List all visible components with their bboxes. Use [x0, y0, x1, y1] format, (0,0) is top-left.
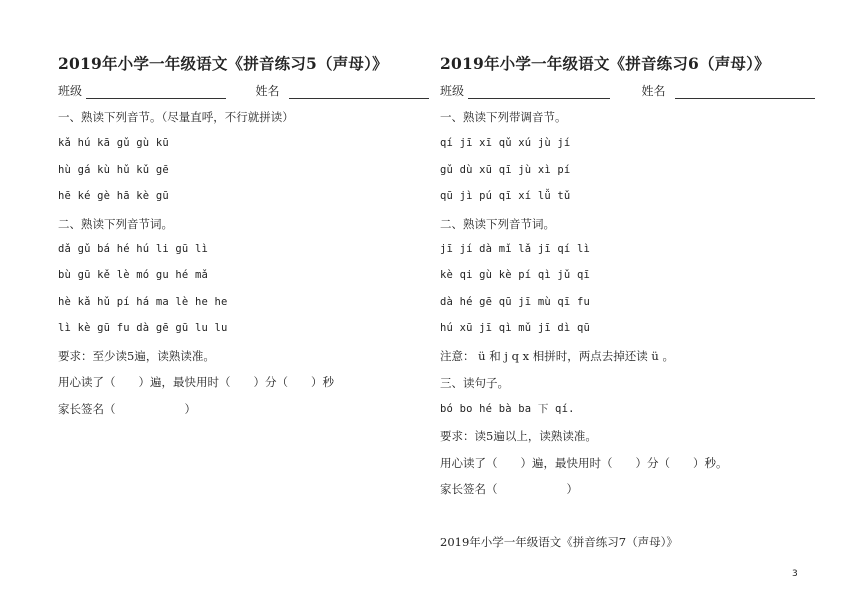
- name-label: 姓名: [641, 84, 666, 98]
- section-heading: 一、熟读下列音节。（尽量直呼，不行就拼读）: [58, 110, 294, 124]
- reading-record: 用心读了（ ）遍，最快用时（ ）分（ ）秒。: [440, 456, 728, 470]
- pinyin-line: hè kǎ hǔ pí há ma lè he he: [58, 296, 228, 308]
- name-blank: [675, 84, 815, 99]
- pinyin-line: hú xū jī qì mǔ jī dì qū: [440, 322, 590, 334]
- worksheet-title: 2019年小学一年级语文《拼音练习6（声母）》: [440, 54, 770, 73]
- requirement-text: 要求：至少读5遍，读熟读准。: [58, 349, 215, 363]
- class-label: 班级: [58, 84, 83, 98]
- class-label: 班级: [440, 84, 465, 98]
- page-number: 3: [792, 569, 798, 579]
- student-info-row: [58, 82, 429, 99]
- requirement-text: 要求：读5遍以上，读熟读准。: [440, 429, 597, 443]
- pinyin-line: hē ké gè hā kè gū: [58, 190, 169, 202]
- pinyin-line: kè qi gù kè pí qì jǔ qī: [440, 269, 590, 281]
- pinyin-line: hù gá kù hǔ kǔ gē: [58, 164, 169, 176]
- section-heading: 三、读句子。: [440, 376, 509, 390]
- pinyin-line: dǎ gǔ bá hé hú li gū lì: [58, 243, 208, 255]
- name-blank: [289, 84, 429, 99]
- student-info-row: [440, 82, 815, 99]
- pinyin-line: qí jī xī qǔ xú jù jí: [440, 137, 571, 149]
- pinyin-line: dà hé gē qū jī mù qī fu: [440, 296, 590, 308]
- next-worksheet-title: 2019年小学一年级语文《拼音练习7（声母）》: [440, 535, 678, 549]
- section-heading: 二、熟读下列音节词。: [440, 217, 555, 231]
- class-blank: [468, 84, 610, 99]
- pinyin-line: gǔ dù xū qī jù xì pí: [440, 164, 571, 176]
- section-heading: 二、熟读下列音节词。: [58, 217, 173, 231]
- pinyin-line: lì kè gū fu dà gē gū lu lu: [58, 322, 228, 334]
- pinyin-line: kǎ hú kā gǔ gù kū: [58, 137, 169, 149]
- pinyin-line: bù gū kě lè mó gu hé mǎ: [58, 269, 208, 281]
- worksheet-title: 2019年小学一年级语文《拼音练习5（声母）》: [58, 54, 388, 73]
- name-label: 姓名: [255, 84, 280, 98]
- note-text: 注意： ü 和 j q x 相拼时，两点去掉还读 ü 。: [440, 349, 674, 363]
- pinyin-line: jī jí dà mǐ lǎ jī qí lì: [440, 243, 590, 255]
- reading-record: 用心读了（ ）遍，最快用时（ ）分（ ）秒: [58, 375, 334, 389]
- parent-signature: 家长签名（ ）: [58, 402, 196, 416]
- sentence-line: bó bo hé bà ba 下 qí.: [440, 403, 575, 415]
- parent-signature: 家长签名（ ）: [440, 482, 578, 496]
- pinyin-line: qū jì pú qī xí lǚ tǔ: [440, 190, 571, 202]
- class-blank: [86, 84, 226, 99]
- section-heading: 一、熟读下列带调音节。: [440, 110, 567, 124]
